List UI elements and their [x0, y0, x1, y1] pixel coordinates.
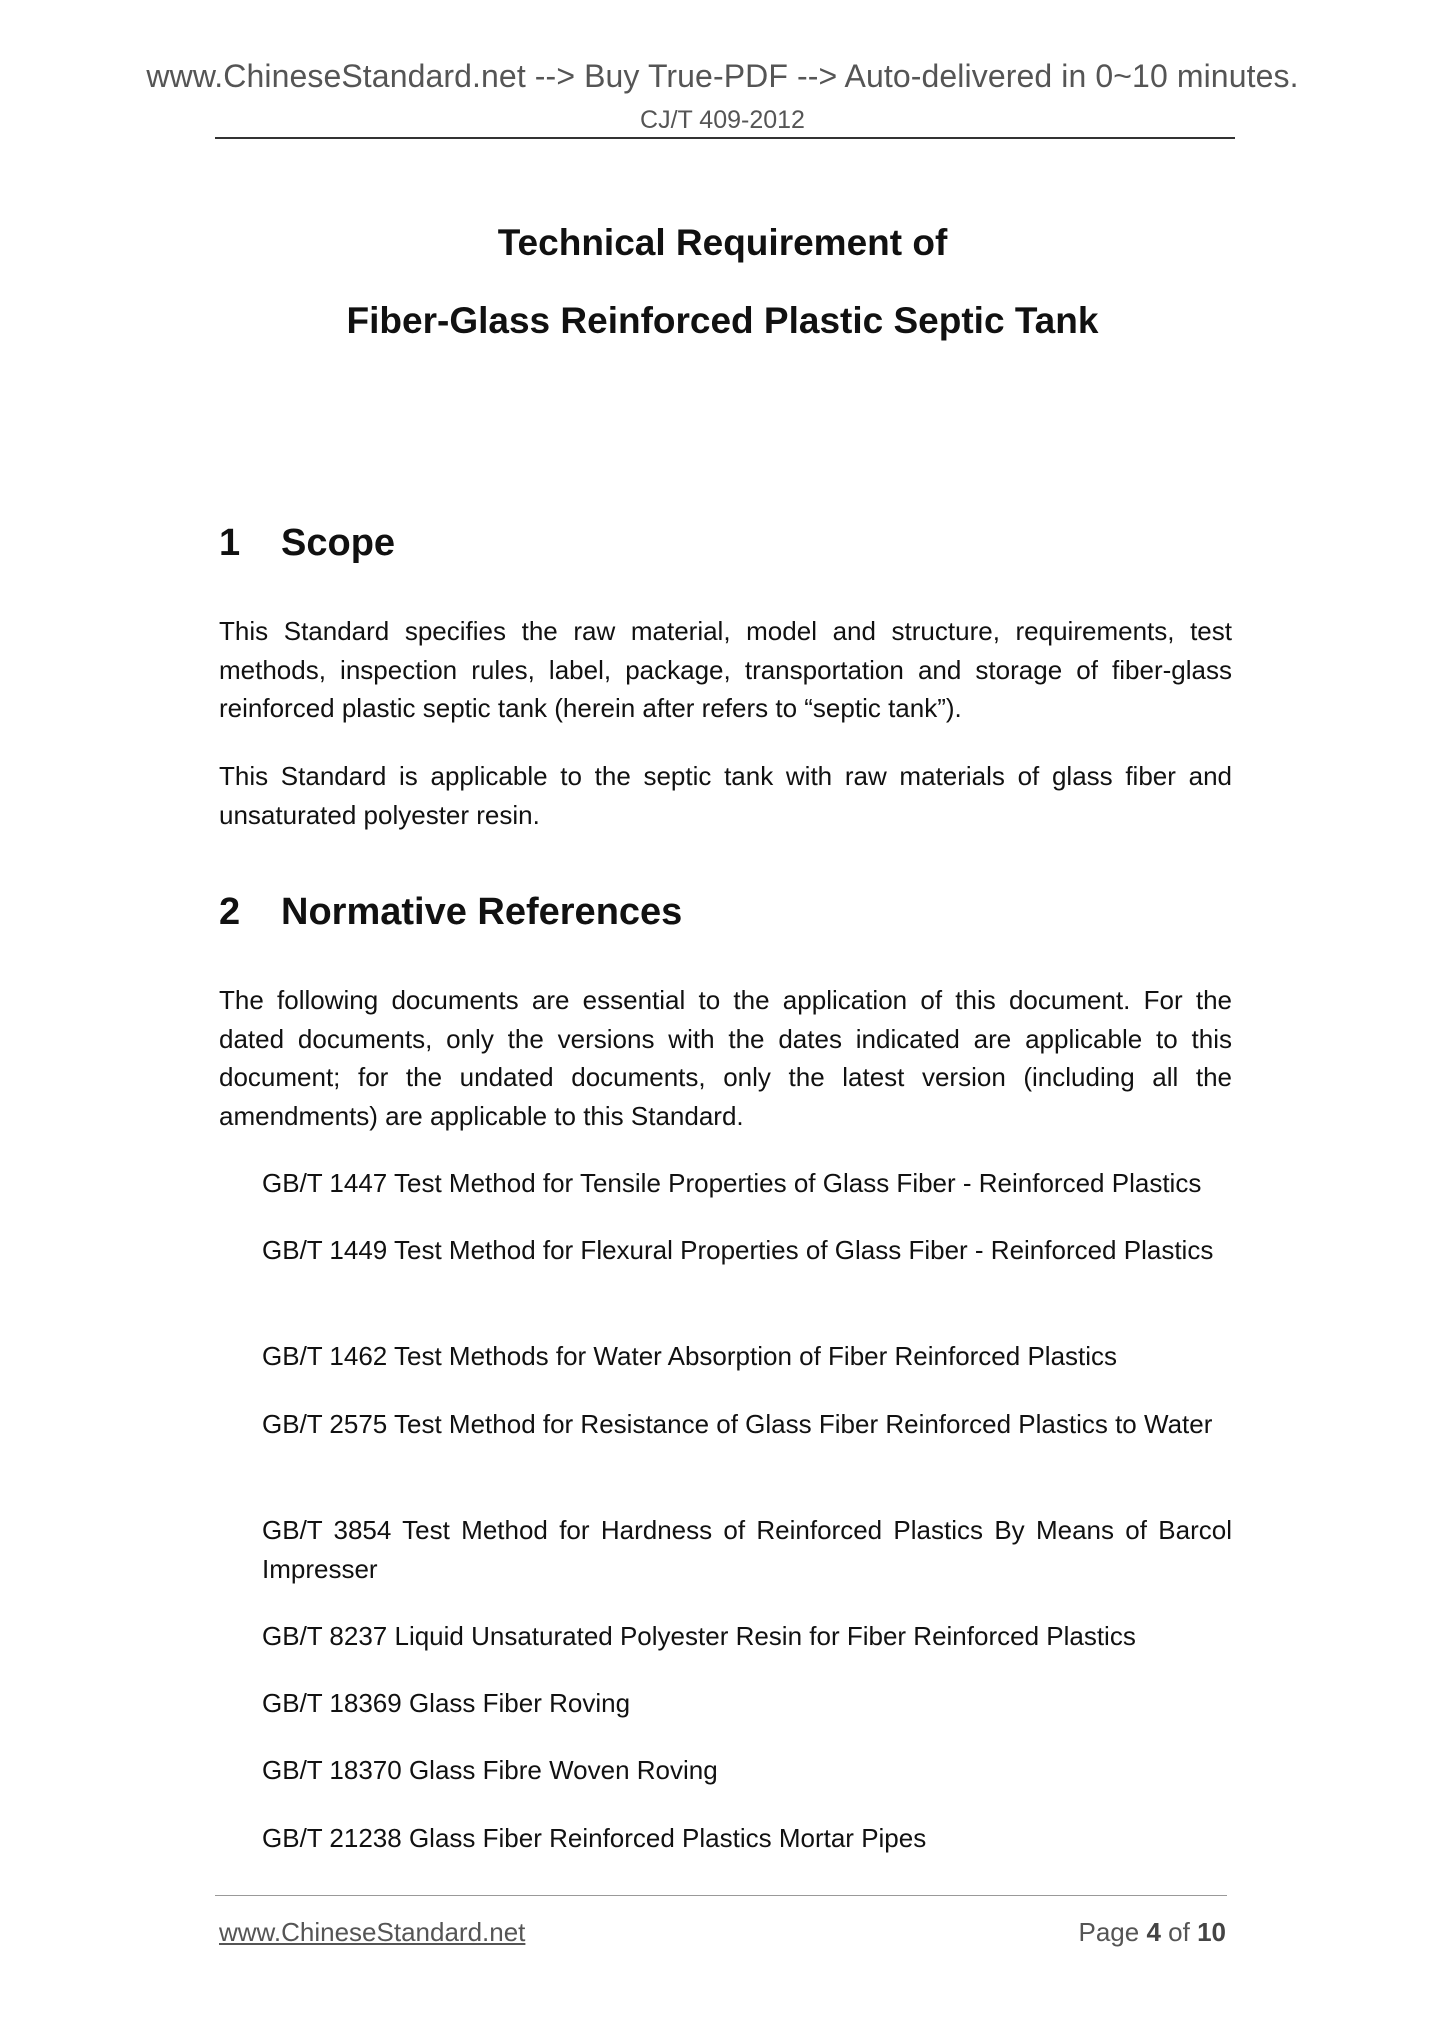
footer-website-link[interactable]: www.ChineseStandard.net	[219, 1917, 526, 1947]
page-total: 10	[1197, 1917, 1226, 1947]
references-intro-paragraph: The following documents are essential to the application of this document. For the dated documents, only the versions with the dates indicated are applicable to this document; for the undated documents, only the latest version (including all the amendments) are applicable to this Standard.	[219, 985, 1232, 1131]
reference-item: GB/T 2575 Test Method for Resistance of Glass Fiber Reinforced Plastics to Water	[262, 1409, 1213, 1439]
reference-item: GB/T 18369 Glass Fiber Roving	[262, 1688, 631, 1718]
section-number: 2	[219, 891, 241, 933]
header-divider	[215, 137, 1235, 139]
section-heading-normative-references	[219, 891, 682, 934]
footer-divider	[215, 1895, 1227, 1896]
reference-item: GB/T 1447 Test Method for Tensile Properties of Glass Fiber - Reinforced Plastics	[262, 1168, 1202, 1198]
reference-item: GB/T 8237 Liquid Unsaturated Polyester Resin for Fiber Reinforced Plastics	[262, 1621, 1136, 1651]
section-heading-scope	[219, 522, 395, 565]
page-indicator	[1078, 1917, 1226, 1948]
header-banner: www.ChineseStandard.net --> Buy True-PDF --> Auto-delivered in 0~10 minutes.	[146, 58, 1299, 94]
page-current: 4	[1146, 1917, 1161, 1947]
section-title: Normative References	[281, 891, 683, 933]
page-of: of	[1168, 1917, 1190, 1947]
reference-item: GB/T 1462 Test Methods for Water Absorption of Fiber Reinforced Plastics	[262, 1341, 1118, 1371]
scope-paragraph-1: This Standard specifies the raw material, model and structure, requirements, test methods, inspection rules, label, package, transportation and storage of fiber-glass reinforced plastic septic tank (herein after refers to “septic tank”).	[219, 616, 1232, 723]
reference-item: GB/T 1449 Test Method for Flexural Properties of Glass Fiber - Reinforced Plastics	[262, 1235, 1214, 1265]
reference-item: GB/T 3854 Test Method for Hardness of Reinforced Plastics By Means of Barcol Impresser	[262, 1515, 1232, 1584]
document-title-line-2: Fiber-Glass Reinforced Plastic Septic Tank	[346, 300, 1099, 341]
document-title-line-1: Technical Requirement of	[497, 222, 948, 263]
section-number: 1	[219, 522, 241, 564]
reference-item: GB/T 18370 Glass Fibre Woven Roving	[262, 1755, 718, 1785]
reference-item: GB/T 21238 Glass Fiber Reinforced Plastics Mortar Pipes	[262, 1823, 927, 1853]
section-title: Scope	[281, 522, 396, 564]
scope-paragraph-2: This Standard is applicable to the septic tank with raw materials of glass fiber and unsaturated polyester resin.	[219, 761, 1232, 830]
standard-number: CJ/T 409-2012	[640, 106, 805, 134]
page-prefix: Page	[1078, 1917, 1140, 1947]
